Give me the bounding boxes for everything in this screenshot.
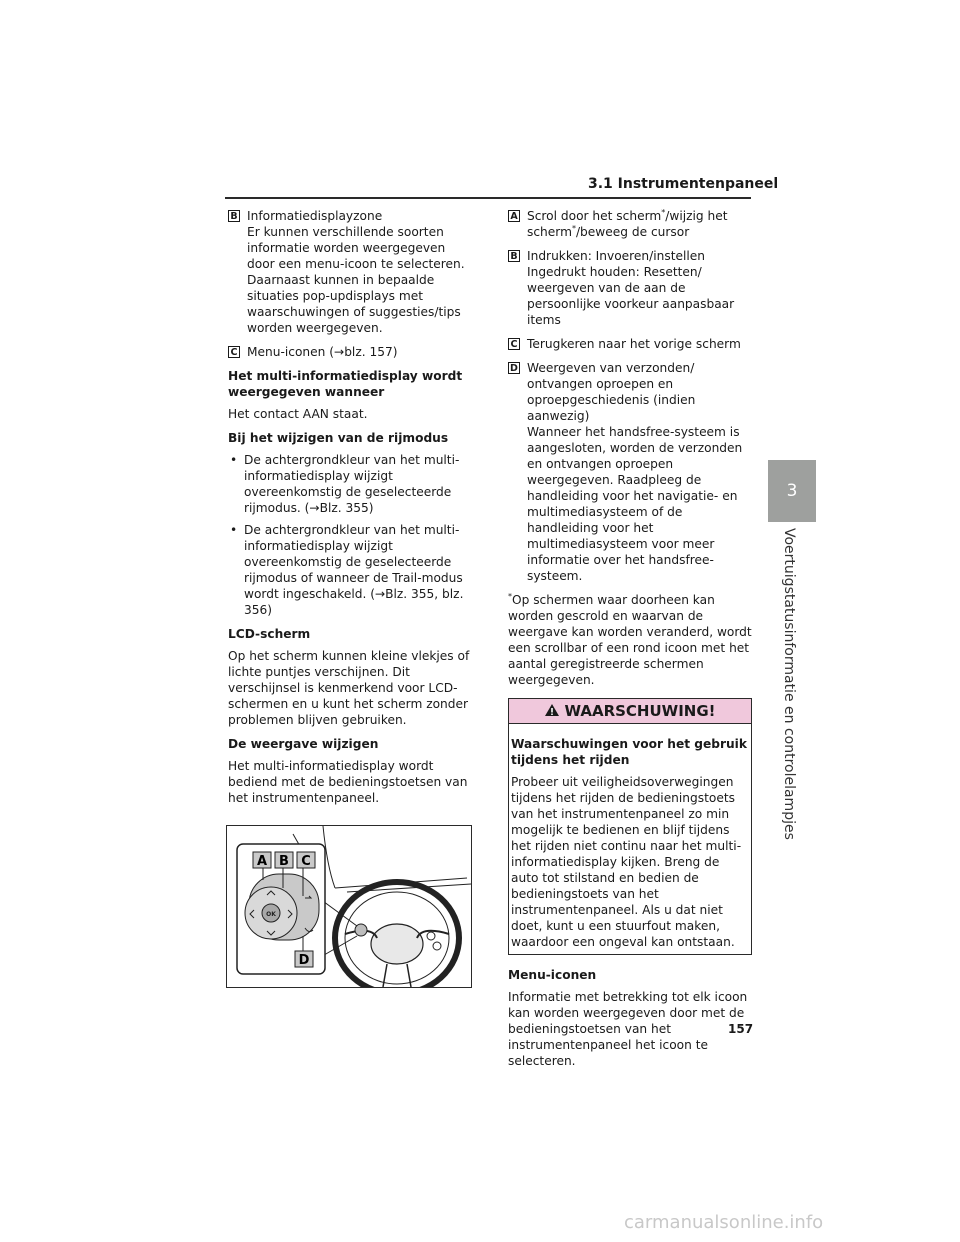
item-c-letter: C [228,346,240,358]
para-change-display: Het multi-informatiedisplay wordt bediend met de bedieningstoetsen van het instrumentenpaneel. [228,759,468,805]
steering-wheel-illustration [227,826,471,987]
header-rule [225,197,751,199]
steering-wheel-figure [226,825,472,988]
para-menu-icons: Informatie met betrekking tot elk icoon kan worden weergegeven door met de bedieningstoetsen van het instrumentenpaneel het icoon te selecteren. [508,990,748,1068]
para-contact: Het contact AAN staat. [228,407,368,421]
figure-label-d: D [298,953,310,968]
item-b-letter: B [228,210,240,222]
item-d-right [508,360,752,584]
footnote-marker: * [571,223,576,233]
item-b-right [508,248,752,328]
drive-mode-list [228,452,476,618]
item-d-line2: Wanneer het handsfree-systeem is aangesloten, worden de verzonden en ontvangen oproepen weergegeven. Raadpleeg de handleiding voor het navigatie- en multimediasysteem of de handleiding voor het multimediasysteem voor meer informatie over het handsfree-systeem. [527,425,743,583]
heading-change-display: De weergave wijzigen [228,737,379,751]
item-a-text-3: /beweeg de cursor [575,225,690,239]
item-d-line1: Weergeven van verzonden/ ontvangen oproepen en oproepgeschiedenis (indien aanwezig) [527,361,696,423]
heading-menu-icons: Menu-iconen [508,968,597,982]
figure-label-b: B [279,854,289,869]
item-b-line1: Indrukken: Invoeren/instellen [527,249,705,263]
item-a-text-2: /wijzig het scherm [527,209,728,239]
warning-title: WAARSCHUWING! [564,702,716,720]
item-d-letter: D [508,362,520,374]
chapter-tab: 3 [768,460,816,522]
item-a-letter: A [508,210,520,222]
figure-label-c: C [301,854,311,869]
item-c-right [508,336,752,352]
right-column [508,208,752,1077]
item-b-text: Er kunnen verschillende soorten informatie worden weergegeven door een menu-icoon te selecteren. Daarnaast kunnen in bepaalde situaties pop-updisplays met waarschuwingen of suggesties/tips worden weergegeven. [247,225,465,335]
heading-lcd: LCD-scherm [228,627,311,641]
item-b-line2: Ingedrukt houden: Resetten/ weergeven van de aan de persoonlijke voorkeur aanpasbaar items [527,265,735,327]
footnote-text: Op schermen waar doorheen kan worden gescrold en waarvan de weergave kan worden veranderd, wordt een scrollbar of een rond icoon met het aantal geregistreerde schermen weergegeven. [508,593,752,687]
item-c-letter: C [508,338,520,350]
item-c-text: Menu-iconen (→blz. 157) [247,345,398,359]
footnote-marker: * [508,591,512,601]
watermark: carmanualsonline.info [624,1212,824,1233]
footnote-marker: * [661,207,666,217]
warning-subheading: Waarschuwingen voor het gebruik tijdens het rijden [511,737,747,767]
page-header-title: 3.1 Instrumentenpaneel [588,176,779,192]
item-b-letter: B [508,250,520,262]
warning-triangle-icon [544,703,560,720]
warning-box [508,698,752,955]
item-c-text: Terugkeren naar het vorige scherm [527,337,741,351]
warning-text: Probeer uit veiligheidsoverwegingen tijdens het rijden de bedieningstoets van het instrumentenpaneel zo min mogelijk te bedienen en blijf tijdens het rijden niet continu naar het multi-informatiedisplay kijken. Breng de auto tot stilstand en bedien de bedieningstoets van het instrumentenpaneel. Als u dat niet doet, kunt u een stuurfout maken, waardoor een ongeval kan ontstaan. [511,775,742,949]
figure-label-a: A [256,854,268,869]
left-column [228,208,476,814]
para-lcd: Op het scherm kunnen kleine vlekjes of lichte puntjes verschijnen. Dit verschijnsel is kenmerkend voor LCD-schermen en u kunt het scherm zonder problemen blijven gebruiken. [228,649,470,727]
ok-label: OK [266,911,276,918]
item-a-right [508,208,752,240]
warning-header [509,699,751,724]
chapter-title-vertical: Voertuigstatusinformatie en controlelampjes [781,528,797,840]
footnote [508,592,752,688]
page-number: 157 [728,1022,754,1036]
heading-display-shown: Het multi-informatiedisplay wordt weergegeven wanneer [228,369,463,399]
item-a-text-1: Scrol door het scherm [527,209,662,223]
heading-drive-mode: Bij het wijzigen van de rijmodus [228,431,449,445]
item-c-left [228,344,476,360]
item-b-left [228,208,476,336]
list-item: • De achtergrondkleur van het multi-informatiedisplay wijzigt overeenkomstig de geselecteerde rijmodus of wanneer de Trail-modus wordt ingeschakeld. (→Blz. 355, blz. 356) [228,522,476,618]
list-item: • De achtergrondkleur van het multi-informatiedisplay wijzigt overeenkomstig de geselecteerde rijmodus. (→Blz. 355) [228,452,476,516]
item-b-title: Informatiedisplayzone [247,209,383,223]
